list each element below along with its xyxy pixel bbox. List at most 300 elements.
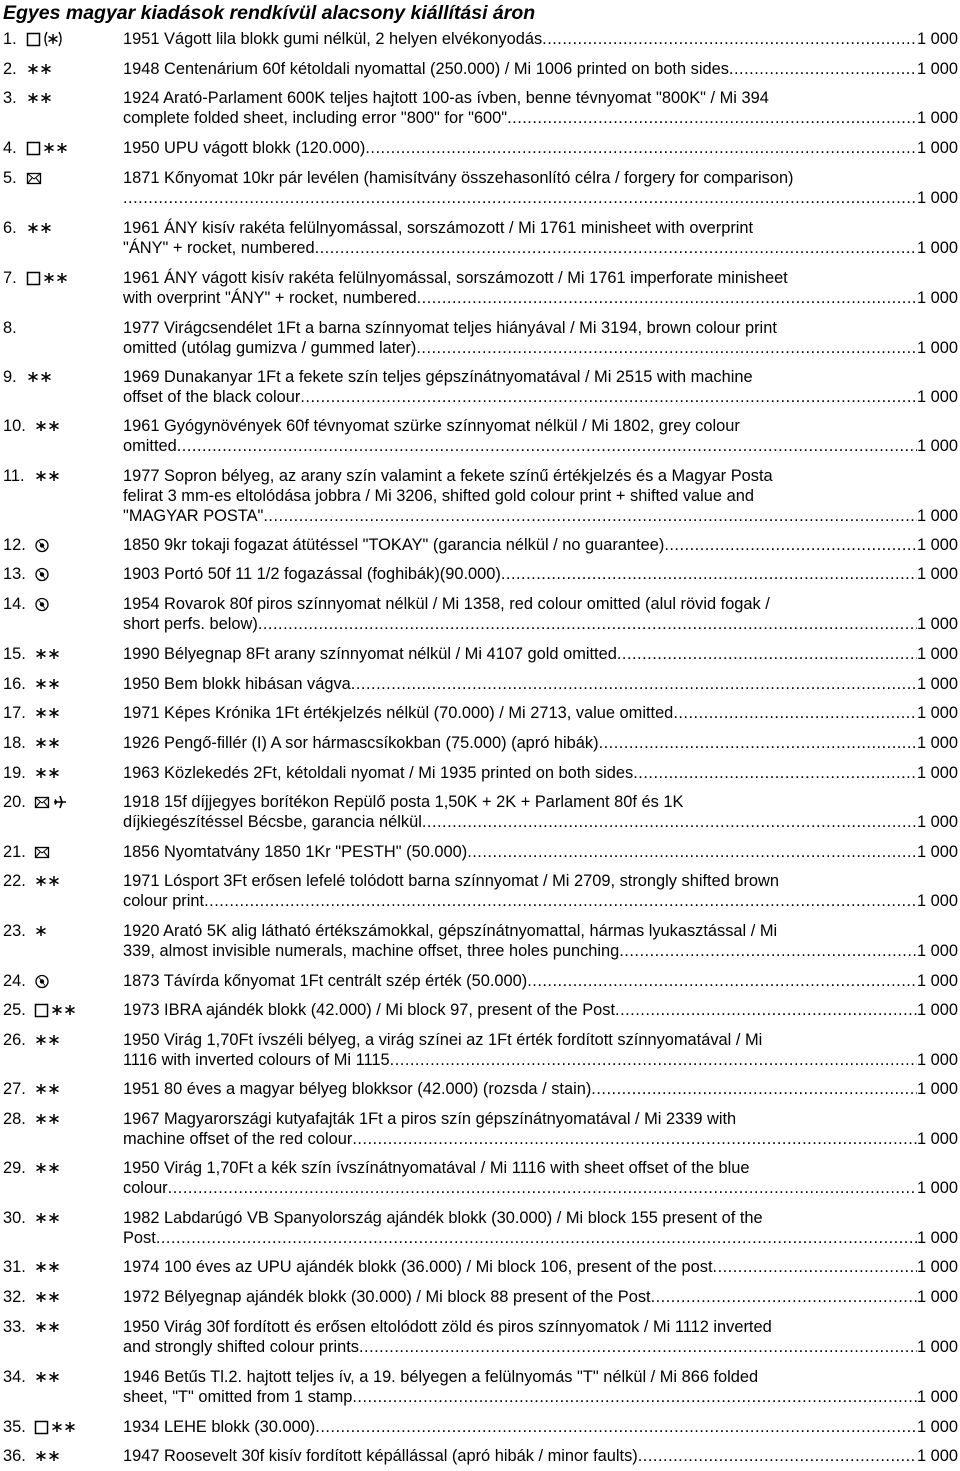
lot-number: 19. [3, 764, 26, 782]
description-row [123, 436, 958, 456]
lot-description [123, 1109, 958, 1149]
lot-number: 6. [3, 219, 17, 237]
starting-price: 1 000 [916, 1418, 958, 1436]
dot-leader [507, 108, 917, 128]
condition-symbols [26, 138, 116, 158]
block-icon [34, 1000, 49, 1025]
dot-leader [633, 763, 917, 783]
description-row [123, 59, 958, 79]
lot-number: 5. [3, 169, 17, 187]
lot-description [123, 1367, 958, 1407]
mint-never-hinged-icon [34, 674, 61, 699]
description-line: 339, almost invisible numerals, machine offset, three holes punching [123, 942, 620, 960]
description-line: and strongly shifted colour prints [123, 1338, 359, 1356]
used-icon [34, 594, 51, 619]
mint-never-hinged-icon [34, 1158, 61, 1183]
dot-leader [416, 338, 917, 358]
starting-price: 1 000 [916, 843, 958, 861]
description-row [123, 288, 958, 308]
lot-number: 3. [3, 89, 17, 107]
lot-description [123, 88, 958, 128]
lot-number: 27. [3, 1080, 26, 1098]
condition-symbols [34, 1109, 124, 1129]
description-row [123, 1178, 958, 1198]
description-row [123, 387, 958, 407]
lot-number: 31. [3, 1258, 26, 1276]
starting-price: 1 000 [916, 675, 958, 693]
lot-number: 8. [3, 319, 17, 337]
lot-number: 34. [3, 1368, 26, 1386]
description-line: 1871 Kőnyomat 10kr pár levélen (hamisítvány összehasonlító célra / forgery for comparison) [123, 169, 794, 187]
starting-price: 1 000 [916, 109, 958, 127]
starting-price: 1 000 [916, 1130, 958, 1148]
lot-description [123, 644, 958, 664]
dot-leader [352, 1387, 917, 1407]
lot-description [123, 1417, 958, 1437]
starting-price: 1 000 [916, 1338, 958, 1356]
lot-number: 29. [3, 1159, 26, 1177]
condition-symbols [34, 971, 124, 991]
starting-price: 1 000 [916, 507, 958, 525]
dot-leader [619, 941, 917, 961]
condition-symbols [34, 1000, 124, 1020]
lot-number: 15. [3, 645, 26, 663]
block-icon [26, 29, 41, 54]
dot-leader [615, 1000, 917, 1020]
description-row [123, 29, 958, 49]
starting-price: 1 000 [916, 1080, 958, 1098]
mint-never-hinged-icon [34, 763, 61, 788]
starting-price: 1 000 [916, 30, 958, 48]
description-row [123, 535, 958, 555]
condition-symbols [34, 763, 124, 783]
description-row [123, 564, 958, 584]
description-line: 1961 ÁNY vágott kisív rakéta felülnyomással, sorszámozott / Mi 1761 imperforate minisheet [123, 269, 788, 287]
lot-description [123, 1257, 958, 1277]
dot-leader [315, 238, 917, 258]
dot-leader [123, 188, 917, 208]
lot-number: 1. [3, 30, 17, 48]
description-row [123, 138, 958, 158]
description-row [123, 644, 958, 664]
description-line: 1950 Virág 30f fordított és erősen eltolódott zöld és piros színnyomatok / Mi 1112 inverted [123, 1318, 772, 1336]
starting-price: 1 000 [916, 972, 958, 990]
description-row [123, 812, 958, 832]
description-line: 1961 Gyógynövények 60f tévnyomat szürke színnyomat nélkül / Mi 1802, grey colour [123, 417, 740, 435]
dot-leader [501, 564, 917, 584]
lot-number: 28. [3, 1110, 26, 1128]
condition-symbols [26, 367, 116, 387]
description-line: 1948 Centenárium 60f kétoldali nyomattal (250.000) / Mi 1006 printed on both sides [123, 60, 729, 78]
lot-description [123, 29, 958, 49]
dot-leader [713, 1257, 917, 1277]
description-line: 1950 Virág 1,70Ft ívszéli bélyeg, a virág színei az 1Ft érték fordított színnyomatával / Mi [123, 1031, 763, 1049]
lot-description [123, 466, 958, 526]
condition-symbols [34, 733, 124, 753]
lot-description [123, 1208, 958, 1248]
dot-leader [258, 614, 917, 634]
description-line: 1969 Dunakanyar 1Ft a fekete szín teljes gépszínátnyomatával / Mi 2515 with machine [123, 368, 753, 386]
condition-symbols [34, 1287, 124, 1307]
description-row [123, 1000, 958, 1020]
condition-symbols [34, 1367, 124, 1387]
lot-number: 35. [3, 1418, 26, 1436]
description-line: 1920 Arató 5K alig látható értékszámokkal, gépszínátnyomattal, hármas lyukasztással / Mi [123, 922, 778, 940]
description-row [123, 1257, 958, 1277]
lot-number: 21. [3, 843, 26, 861]
lot-number: 14. [3, 595, 26, 613]
condition-symbols [34, 416, 124, 436]
description-line: 1947 Roosevelt 30f kisív fordított képállással (apró hibák / minor faults) [123, 1447, 638, 1465]
lot-number: 24. [3, 972, 26, 990]
lot-description [123, 218, 958, 258]
description-line: 1950 Virág 1,70Ft a kék szín ívszínátnyomatával / Mi 1116 with sheet offset of the blue [123, 1159, 750, 1177]
starting-price: 1 000 [916, 1388, 958, 1406]
condition-symbols [26, 218, 116, 238]
description-line: 1856 Nyomtatvány 1850 1Kr "PESTH" (50.000) [123, 843, 468, 861]
condition-symbols [34, 1079, 124, 1099]
dot-leader [417, 288, 917, 308]
description-row [123, 1417, 958, 1437]
condition-symbols [34, 871, 124, 891]
description-row [123, 703, 958, 723]
description-line: 1990 Bélyegnap 8Ft arany színnyomat nélkül / Mi 4107 gold omitted [123, 645, 617, 663]
starting-price: 1 000 [916, 139, 958, 157]
lot-description [123, 138, 958, 158]
condition-symbols [34, 921, 124, 941]
condition-symbols [34, 1317, 124, 1337]
dot-leader [638, 1446, 917, 1466]
used-icon [34, 535, 51, 560]
description-row [123, 1050, 958, 1070]
condition-symbols [34, 703, 124, 723]
lot-description [123, 318, 958, 358]
lot-description [123, 1317, 958, 1357]
dot-leader [315, 1417, 917, 1437]
description-line: 1873 Távírda kőnyomat 1Ft centrált szép érték (50.000) [123, 972, 528, 990]
lot-number: 10. [3, 417, 26, 435]
mint-never-hinged-icon [26, 88, 53, 113]
condition-symbols [34, 594, 124, 614]
lot-number: 12. [3, 536, 26, 554]
starting-price: 1 000 [916, 1288, 958, 1306]
lot-description [123, 535, 958, 555]
dot-leader [467, 842, 917, 862]
description-row [123, 238, 958, 258]
dot-leader [422, 812, 917, 832]
description-line: 1974 100 éves az UPU ajándék blokk (36.000) / Mi block 106, present of the post [123, 1258, 713, 1276]
dot-leader [591, 1079, 917, 1099]
condition-symbols [34, 564, 124, 584]
description-line: machine offset of the red colour [123, 1130, 353, 1148]
description-line: 1924 Arató-Parlament 600K teljes hajtott 100-as ívben, benne tévnyomat "800K" / Mi 394 [123, 89, 769, 107]
lot-description [123, 871, 958, 911]
lot-description [123, 1000, 958, 1020]
dot-leader [651, 1287, 917, 1307]
condition-symbols [26, 59, 116, 79]
description-line: 1967 Magyarországi kutyafajták 1Ft a piros szín gépszínátnyomatával / Mi 2339 with [123, 1110, 737, 1128]
starting-price: 1 000 [916, 813, 958, 831]
lot-description [123, 1446, 958, 1466]
starting-price: 1 000 [916, 388, 958, 406]
mint-never-hinged-icon [50, 1000, 77, 1025]
lot-description [123, 59, 958, 79]
dot-leader [390, 1050, 917, 1070]
starting-price: 1 000 [916, 339, 958, 357]
description-line: 1972 Bélyegnap ajándék blokk (30.000) / Mi block 88 present of the Post [123, 1288, 651, 1306]
description-line: felirat 3 mm-es eltolódása jobbra / Mi 3206, shifted gold colour print + shifted value and [123, 487, 754, 505]
description-line: 1116 with inverted colours of Mi 1115 [123, 1051, 390, 1069]
condition-symbols [34, 1417, 124, 1437]
lot-number: 22. [3, 872, 26, 890]
dot-leader [599, 733, 917, 753]
lot-number: 30. [3, 1209, 26, 1227]
used-icon [34, 564, 51, 589]
dot-leader [729, 59, 917, 79]
description-row [123, 971, 958, 991]
lot-description [123, 703, 958, 723]
description-row [123, 108, 958, 128]
description-line: 1963 Közlekedés 2Ft, kétoldali nyomat / Mi 1935 printed on both sides [123, 764, 634, 782]
dot-leader [617, 644, 917, 664]
lot-description [123, 674, 958, 694]
lot-description [123, 564, 958, 584]
cover-icon [26, 168, 43, 193]
lot-description [123, 367, 958, 407]
used-icon [34, 971, 51, 996]
condition-symbols [34, 842, 124, 862]
description-row [123, 1387, 958, 1407]
starting-price: 1 000 [916, 1051, 958, 1069]
block-icon [34, 1417, 49, 1442]
dot-leader [673, 703, 917, 723]
starting-price: 1 000 [916, 536, 958, 554]
lot-number: 32. [3, 1288, 26, 1306]
mint-never-hinged-icon [34, 1079, 61, 1104]
lot-description [123, 594, 958, 634]
hinged-icon [42, 29, 64, 54]
dot-leader [168, 1178, 917, 1198]
description-line: with overprint "ÁNY" + rocket, numbered [123, 289, 417, 307]
description-line: sheet, "T" omitted from 1 stamp [123, 1388, 353, 1406]
lot-number: 7. [3, 269, 17, 287]
lot-description [123, 733, 958, 753]
lot-number: 16. [3, 675, 26, 693]
mint-never-hinged-icon [26, 59, 53, 84]
starting-price: 1 000 [916, 615, 958, 633]
description-line: 1951 Vágott lila blokk gumi nélkül, 2 helyen elvékonyodás [123, 30, 543, 48]
mint-never-hinged-icon [34, 1367, 61, 1392]
starting-price: 1 000 [916, 1179, 958, 1197]
description-line: colour [123, 1179, 168, 1197]
starting-price: 1 000 [916, 704, 958, 722]
description-row [123, 1337, 958, 1357]
lot-description [123, 971, 958, 991]
condition-symbols [34, 1257, 124, 1277]
description-line: 1977 Sopron bélyeg, az arany szín valamint a fekete színű értékjelzés és a Magyar Posta [123, 467, 773, 485]
lot-description [123, 763, 958, 783]
block-icon [26, 268, 41, 293]
condition-symbols [26, 318, 116, 338]
description-row [123, 1079, 958, 1099]
starting-price: 1 000 [916, 764, 958, 782]
lot-number: 33. [3, 1318, 26, 1336]
condition-symbols [34, 1030, 124, 1050]
description-line: short perfs. below) [123, 615, 258, 633]
starting-price: 1 000 [916, 437, 958, 455]
condition-symbols [34, 792, 124, 812]
dot-leader [527, 971, 917, 991]
lot-number: 36. [3, 1447, 26, 1465]
cover-icon [34, 792, 51, 817]
description-row [123, 1287, 958, 1307]
description-row [123, 614, 958, 634]
description-line: 1950 Bem blokk hibásan vágva [123, 675, 351, 693]
mint-never-hinged-icon [34, 733, 61, 758]
description-row [123, 1446, 958, 1466]
condition-symbols [26, 88, 116, 108]
description-line: 1850 9kr tokaji fogazat átütéssel "TOKAY" (garancia nélkül / no guarantee) [123, 536, 665, 554]
lot-description [123, 168, 958, 208]
condition-symbols [34, 1446, 124, 1466]
lot-number: 11. [3, 467, 25, 485]
description-line: 1950 UPU vágott blokk (120.000) [123, 139, 366, 157]
starting-price: 1 000 [916, 734, 958, 752]
description-line: 1954 Rovarok 80f piros színnyomat nélkül / Mi 1358, red colour omitted (alul rövid fogak / [123, 595, 770, 613]
description-line: 1946 Betűs Tl.2. hajtott teljes ív, a 19. bélyegen a felülnyomás "T" nélkül / Mi 866 folded [123, 1368, 759, 1386]
mint-never-hinged-icon [42, 268, 69, 293]
description-line: "MAGYAR POSTA" [123, 507, 264, 525]
starting-price: 1 000 [916, 189, 958, 207]
lot-description [123, 842, 958, 862]
mint-never-hinged-icon [34, 1208, 61, 1233]
block-icon [26, 138, 41, 163]
lot-description [123, 792, 958, 832]
condition-symbols [34, 535, 124, 555]
page-title: Egyes magyar kiadások rendkívül alacsony kiállítási áron [3, 2, 536, 24]
condition-symbols [34, 466, 124, 486]
mint-never-hinged-icon [34, 1287, 61, 1312]
starting-price: 1 000 [916, 942, 958, 960]
description-line: 1977 Virágcsendélet 1Ft a barna színnyomat teljes hiányával / Mi 3194, brown colour print [123, 319, 777, 337]
description-line: 1971 Képes Krónika 1Ft értékjelzés nélkül (70.000) / Mi 2713, value omitted [123, 704, 674, 722]
lot-number: 18. [3, 734, 26, 752]
lot-description [123, 416, 958, 456]
dot-leader [204, 891, 917, 911]
description-row [123, 842, 958, 862]
description-row [123, 941, 958, 961]
starting-price: 1 000 [916, 645, 958, 663]
mint-never-hinged-icon [42, 138, 69, 163]
description-line: 1951 80 éves a magyar bélyeg blokksor (42.000) (rozsda / stain) [123, 1080, 592, 1098]
description-line: 1971 Lósport 3Ft erősen lefelé tolódott barna színnyomat / Mi 2709, strongly shifted brown [123, 872, 780, 890]
lot-description [123, 268, 958, 308]
starting-price: 1 000 [916, 1258, 958, 1276]
lot-description [123, 1158, 958, 1198]
description-line: 1918 15f díjjegyes borítékon Repülő posta 1,50K + 2K + Parlament 80f és 1K [123, 793, 684, 811]
description-line: 1973 IBRA ajándék blokk (42.000) / Mi block 97, present of the Post [123, 1001, 616, 1019]
description-line: omitted (utólag gumizva / gummed later) [123, 339, 417, 357]
condition-symbols [34, 1158, 124, 1178]
dot-leader [177, 436, 917, 456]
lot-number: 20. [3, 793, 26, 811]
description-row [123, 506, 958, 526]
lot-number: 4. [3, 139, 17, 157]
cover-icon [34, 842, 51, 867]
description-line: complete folded sheet, including error "800" for "600" [123, 109, 508, 127]
lot-number: 26. [3, 1031, 26, 1049]
starting-price: 1 000 [916, 565, 958, 583]
starting-price: 1 000 [916, 1001, 958, 1019]
dot-leader [156, 1228, 917, 1248]
description-line: "ÁNY" + rocket, numbered [123, 239, 315, 257]
description-line: 1903 Portó 50f 11 1/2 fogazással (foghibák)(90.000) [123, 565, 501, 583]
dot-leader [300, 387, 917, 407]
description-row [123, 733, 958, 753]
description-row [123, 188, 958, 208]
description-line: 1961 ÁNY kisív rakéta felülnyomással, sorszámozott / Mi 1761 minisheet with overprint [123, 219, 754, 237]
description-line: colour print [123, 892, 205, 910]
description-line: 1982 Labdarúgó VB Spanyolország ajándék blokk (30.000) / Mi block 155 present of the [123, 1209, 763, 1227]
lot-number: 9. [3, 368, 17, 386]
lot-number: 17. [3, 704, 26, 722]
mint-never-hinged-icon [34, 1257, 61, 1282]
description-row [123, 1129, 958, 1149]
lot-number: 13. [3, 565, 26, 583]
dot-leader [351, 674, 917, 694]
mint-never-hinged-icon [34, 871, 61, 896]
mint-never-hinged-icon [26, 367, 53, 392]
condition-symbols [26, 29, 116, 49]
mint-never-hinged-icon [34, 416, 61, 441]
lot-description [123, 1030, 958, 1070]
starting-price: 1 000 [916, 892, 958, 910]
dot-leader [542, 29, 917, 49]
condition-symbols [34, 1208, 124, 1228]
condition-symbols [26, 168, 116, 188]
description-row [123, 674, 958, 694]
dot-leader [263, 506, 917, 526]
description-line: díjkiegészítéssel Bécsbe, garancia nélkül [123, 813, 422, 831]
mint-hinged-icon [34, 921, 48, 946]
mint-never-hinged-icon [26, 218, 53, 243]
lot-number: 23. [3, 922, 26, 940]
starting-price: 1 000 [916, 60, 958, 78]
mint-never-hinged-icon [34, 1109, 61, 1134]
lot-description [123, 1287, 958, 1307]
mint-never-hinged-icon [50, 1417, 77, 1442]
description-row [123, 763, 958, 783]
lot-number: 25. [3, 1001, 26, 1019]
description-line: 1934 LEHE blokk (30.000) [123, 1418, 316, 1436]
dot-leader [359, 1337, 917, 1357]
starting-price: 1 000 [916, 289, 958, 307]
description-row [123, 338, 958, 358]
mint-never-hinged-icon [34, 1446, 61, 1471]
dot-leader [352, 1129, 917, 1149]
starting-price: 1 000 [916, 1229, 958, 1247]
starting-price: 1 000 [916, 239, 958, 257]
mint-never-hinged-icon [34, 1030, 61, 1055]
description-row [123, 1228, 958, 1248]
mint-never-hinged-icon [34, 1317, 61, 1342]
airmail-icon [52, 792, 68, 817]
condition-symbols [26, 268, 116, 288]
lot-number: 2. [3, 60, 17, 78]
description-line: offset of the black colour [123, 388, 301, 406]
description-line: 1926 Pengő-fillér (I) A sor hármascsíkokban (75.000) (apró hibák) [123, 734, 599, 752]
lot-description [123, 921, 958, 961]
